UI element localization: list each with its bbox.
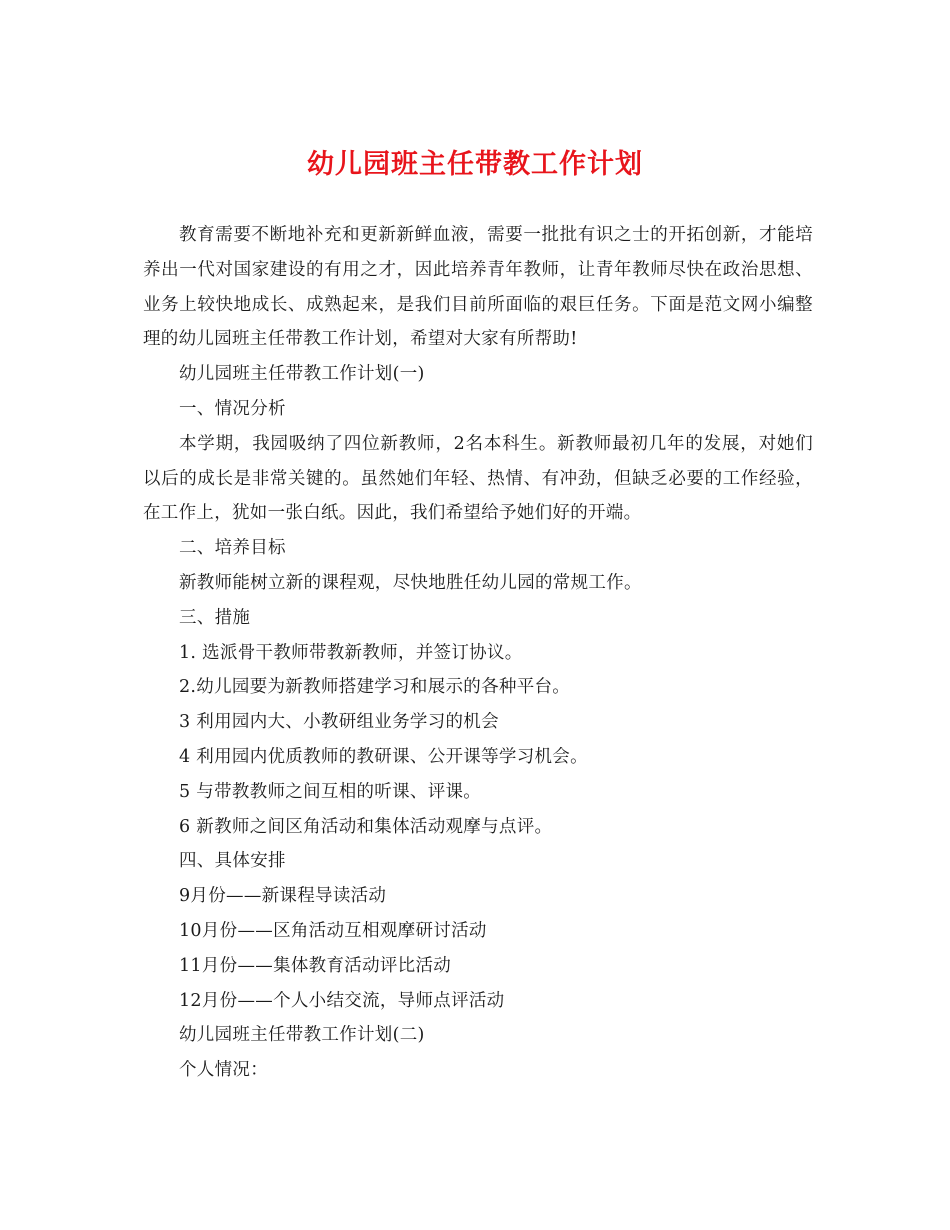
measure-item: 5 与带教教师之间互相的听课、评课。 (179, 781, 482, 802)
section-one-heading: 一、情况分析 (179, 398, 286, 419)
measure-item: 6 新教师之间区角活动和集体活动观摩与点评。 (179, 816, 553, 837)
section-two-text: 新教师能树立新的课程观，尽快地胜任幼儿园的常规工作。 (179, 572, 642, 593)
document-title: 幼儿园班主任带教工作计划 (307, 149, 643, 180)
section-four-heading: 四、具体安排 (179, 851, 286, 872)
plan-two-heading: 幼儿园班主任带教工作计划(二) (179, 1025, 425, 1046)
plan-one-heading: 幼儿园班主任带教工作计划(一) (179, 364, 425, 385)
section-three-heading: 三、措施 (179, 607, 251, 628)
schedule-item: 9月份——新课程导读活动 (179, 886, 387, 907)
document-body (143, 218, 813, 1088)
intro-paragraph: 教育需要不断地补充和更新新鲜血液，需要一批批有识之士的开拓创新，才能培养出一代对国家建设的有用之才，因此培养青年教师，让青年教师尽快在政治思想、业务上较快地成长、成熟起来，是我们目前所面临的艰巨任务。下面是范文网小编整理的幼儿园班主任带教工作计划，希望对大家有所帮助! (143, 225, 813, 350)
section-one-paragraph: 本学期，我园吸纳了四位新教师，2名本科生。新教师最初几年的发展，对她们以后的成长是非常关键的。虽然她们年轻、热情、有冲劲，但缺乏必要的工作经验，在工作上，犹如一张白纸。因此，我们希望给予她们好的开端。 (143, 433, 813, 524)
measure-item: 2.幼儿园要为新教师搭建学习和展示的各种平台。 (179, 677, 571, 698)
personal-situation-heading: 个人情况： (179, 1060, 268, 1081)
measure-item: 3 利用园内大、小教研组业务学习的机会 (179, 712, 499, 733)
measure-item: 1. 选派骨干教师带教新教师，并签订协议。 (179, 642, 523, 663)
section-two-heading: 二、培养目标 (179, 538, 286, 559)
schedule-item: 12月份——个人小结交流，导师点评活动 (179, 990, 505, 1011)
schedule-item: 10月份——区角活动互相观摩研讨活动 (179, 920, 487, 941)
schedule-item: 11月份——集体教育活动评比活动 (179, 955, 452, 976)
measure-item: 4 利用园内优质教师的教研课、公开课等学习机会。 (179, 746, 588, 767)
